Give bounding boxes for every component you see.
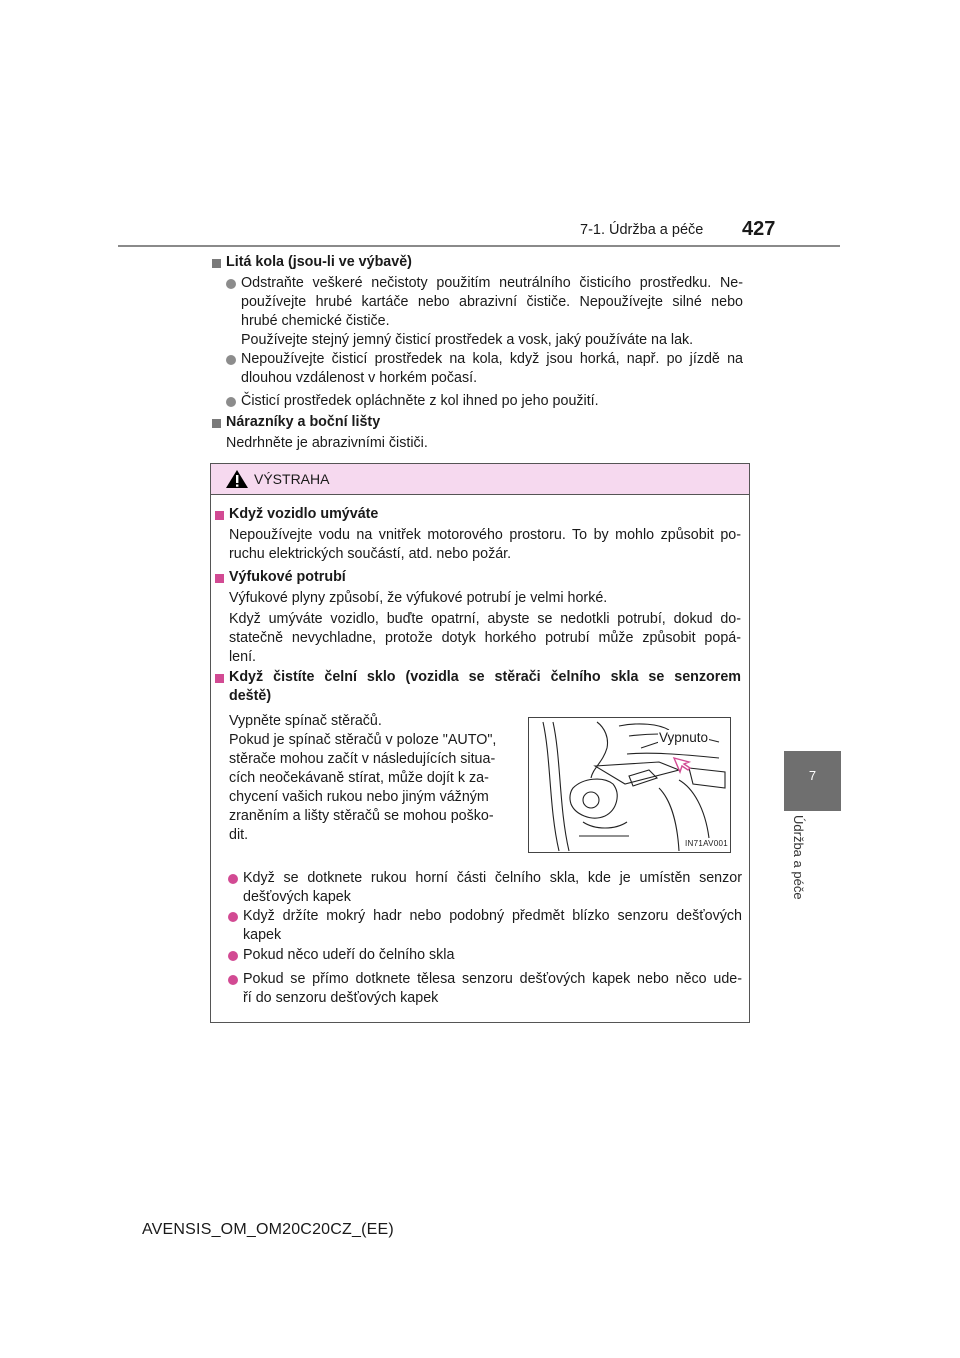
section-square-icon — [215, 511, 224, 520]
warning-exhaust-text2 — [229, 610, 741, 667]
alloy-bullet-2 — [241, 350, 743, 388]
wiper-switch-figure — [528, 717, 731, 853]
warning-heading-windshield — [229, 668, 741, 706]
bullet-dot-icon — [226, 397, 236, 407]
text-line: Když umýváte vozidlo, buďte opatrní, abyste se nedotkli potrubí, dokud do- — [229, 611, 741, 627]
windshield-instructions — [229, 712, 516, 845]
section-square-icon — [212, 259, 221, 268]
page-number: 427 — [742, 218, 776, 240]
document-code: AVENSIS_OM_OM20C20CZ_(EE) — [142, 1221, 394, 1238]
warning-triangle-icon — [225, 469, 249, 489]
alloy-bullet-3 — [241, 392, 743, 411]
chapter-number: 7 — [808, 768, 817, 783]
text-line: lení. — [229, 649, 257, 665]
figure-callout-label: Vypnuto — [659, 730, 709, 745]
windshield-bullet-3 — [243, 946, 742, 965]
chapter-label: Údržba a péče — [791, 815, 806, 900]
text-line: Pokud je spínač stěračů v poloze "AUTO", — [229, 732, 497, 748]
warning-washing-text — [229, 526, 741, 564]
section-square-icon — [215, 674, 224, 683]
text-line: stěrače mohou začít v následujících situa- — [229, 751, 496, 767]
text-line: hrubé chemické čističe. — [241, 313, 390, 329]
header-divider — [118, 245, 840, 247]
text-line: kapek — [243, 927, 282, 943]
section-heading-bumpers: Nárazníky a boční lišty — [226, 414, 381, 430]
warning-exhaust-text1: Výfukové plyny způsobí, že výfukové potrubí je velmi horké. — [229, 590, 608, 606]
text-line: Používejte stejný jemný čisticí prostředek a vosk, jaký používáte na lak. — [241, 332, 694, 348]
text-line: Odstraňte veškeré nečistoty použitím neutrálního čisticího prostředku. Ne- — [241, 275, 743, 291]
section-heading-alloy: Litá kola (jsou-li ve výbavě) — [226, 254, 412, 270]
text-line: cích neočekávaně stírat, může dojít k za- — [229, 770, 489, 786]
text-line: deště) — [229, 688, 272, 704]
bullet-dot-icon — [228, 975, 238, 985]
text-line: ruchu elektrických součástí, atd. nebo požár. — [229, 546, 512, 562]
figure-code: IN71AV001 — [685, 839, 729, 848]
section-title: 7-1. Údržba a péče — [580, 222, 704, 238]
text-line: ří do senzoru dešťových kapek — [243, 990, 439, 1006]
bullet-dot-icon — [226, 279, 236, 289]
text-line: Když čistíte čelní sklo (vozidla se stěrači čelního skla se senzorem — [229, 669, 741, 685]
warning-title: VÝSTRAHA — [254, 471, 330, 487]
windshield-bullet-4 — [243, 970, 742, 1008]
text-line: Čisticí prostředek opláchněte z kol ihned po jeho použití. — [241, 393, 599, 409]
text-line: Pokud se přímo dotknete tělesa senzoru dešťových kapek nebo něco ude- — [243, 971, 742, 987]
section-square-icon — [212, 419, 221, 428]
text-line: dit. — [229, 827, 249, 843]
section-square-icon — [215, 574, 224, 583]
text-line: chycení vašich rukou nebo jiným vážným — [229, 789, 489, 805]
warning-heading-exhaust: Výfukové potrubí — [229, 569, 346, 585]
text-line: zraněním a lišty stěračů se mohou poško- — [229, 808, 494, 824]
alloy-bullet-1 — [241, 274, 743, 350]
text-line: dlouhou vzdálenost v horkém počasí. — [241, 370, 478, 386]
text-line: Vypněte spínač stěračů. — [229, 713, 382, 729]
text-line: Nepoužívejte vodu na vnitřek motorového prostoru. To by mohlo způsobit po- — [229, 527, 741, 543]
text-line: používejte hrubé kartáče nebo abrazivní čističe. Nepoužívejte silné nebo — [241, 294, 743, 310]
text-line: Pokud něco udeří do čelního skla — [243, 947, 455, 963]
windshield-bullet-2 — [243, 907, 742, 945]
text-line: statečně nevychladne, protože dotyk horkého potrubí může způsobit popá- — [229, 630, 741, 646]
text-line: Když držíte mokrý hadr nebo podobný předmět blízko senzoru dešťových — [243, 908, 742, 924]
text-line: dešťových kapek — [243, 889, 351, 905]
bullet-dot-icon — [228, 912, 238, 922]
text-line: Když se dotknete rukou horní části čelního skla, kde je umístěn senzor — [243, 870, 742, 886]
bullet-dot-icon — [228, 951, 238, 961]
bullet-dot-icon — [226, 355, 236, 365]
bumpers-text: Nedrhněte je abrazivními čističi. — [226, 435, 428, 451]
windshield-bullet-1 — [243, 869, 742, 907]
warning-heading-washing: Když vozidlo umýváte — [229, 506, 379, 522]
text-line: Nepoužívejte čisticí prostředek na kola, když jsou horká, např. po jízdě na — [241, 351, 743, 367]
bullet-dot-icon — [228, 874, 238, 884]
